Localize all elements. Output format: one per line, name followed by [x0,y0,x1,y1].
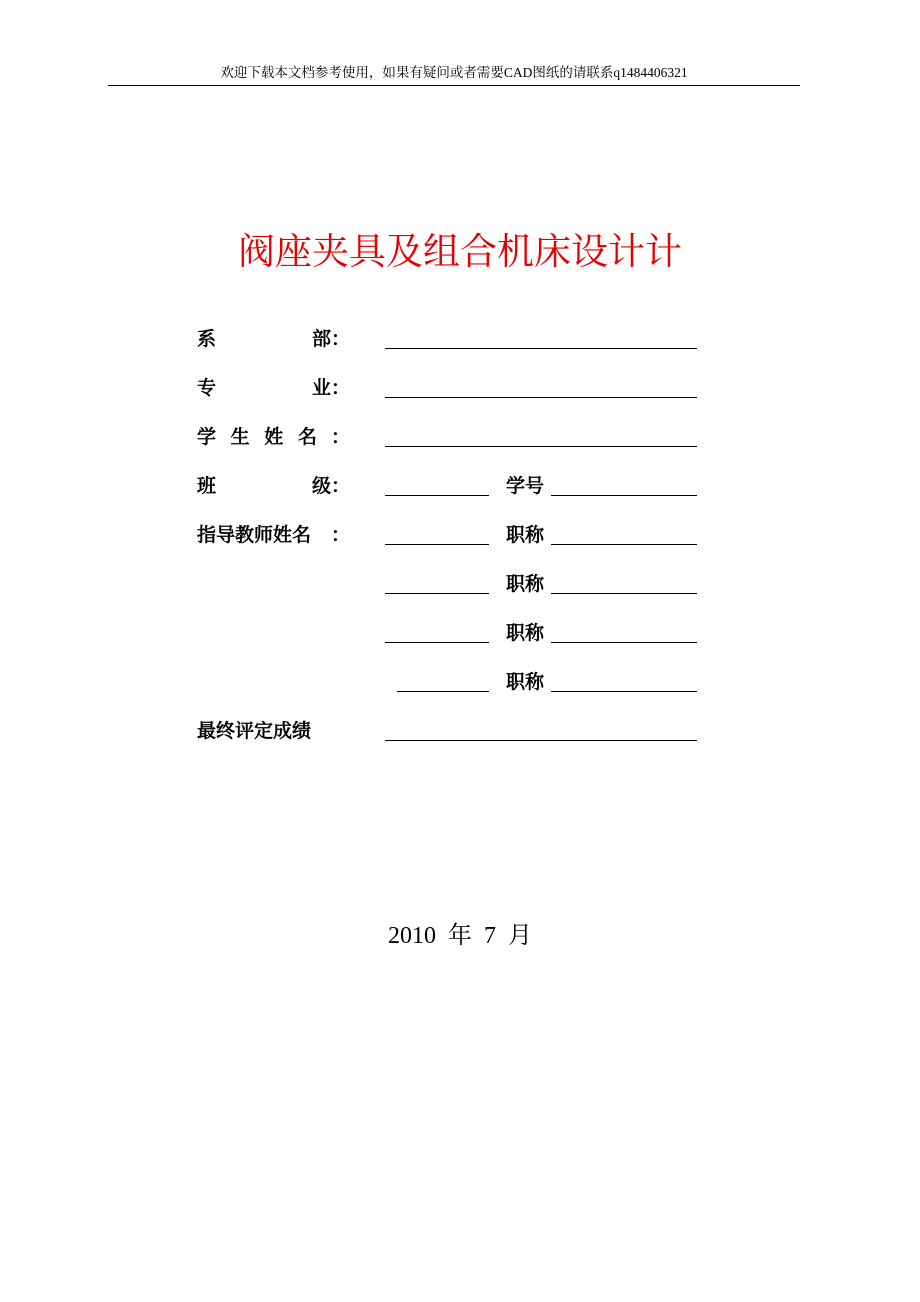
advisor-title-field-2[interactable] [551,593,697,594]
class-label-char1: 班 [197,475,217,497]
advisor-title-label-3: 职称 [506,622,545,644]
student-id-label: 学号 [506,475,545,497]
advisor-title-label-1: 职称 [506,524,545,546]
student-name-label: 学 生 姓 名 [197,426,321,448]
major-label-char1: 专 [197,377,217,399]
advisor-title-field-4[interactable] [551,691,697,692]
advisor-title-label-2: 职称 [506,573,545,595]
final-grade-label: 最终评定成绩 [197,720,312,742]
advisor-name-field-3[interactable] [385,642,489,643]
advisor-name-field-2[interactable] [385,593,489,594]
advisor-name-label: 指导教师姓名 [197,524,312,546]
advisor-title-field-1[interactable] [551,544,697,545]
student-id-field[interactable] [551,495,697,496]
header-divider [108,85,800,86]
major-field[interactable] [385,397,697,398]
advisor-title-label-4: 职称 [506,671,545,693]
advisor-name-field-1[interactable] [385,544,489,545]
major-label-char2: 业 [312,377,332,399]
advisor-name-colon: ： [331,524,351,546]
document-title: 阀座夹具及组合机床设计计 [238,230,682,273]
advisor-name-field-4[interactable] [397,691,489,692]
department-colon: ： [331,328,351,350]
major-colon: ： [331,377,351,399]
class-label-char2: 级 [312,475,332,497]
final-grade-field[interactable] [385,740,697,741]
header-notice: 欢迎下载本文档参考使用，如果有疑问或者需要CAD图纸的请联系q1484406321 [220,65,688,80]
document-date: 2010 年 7 月 [388,923,532,949]
student-name-field[interactable] [385,446,697,447]
class-colon: ： [331,475,351,497]
department-label-char2: 部 [312,328,332,350]
class-field[interactable] [385,495,489,496]
student-name-colon: ： [331,426,351,448]
department-label-char1: 系 [197,328,217,350]
advisor-title-field-3[interactable] [551,642,697,643]
department-field[interactable] [385,348,697,349]
